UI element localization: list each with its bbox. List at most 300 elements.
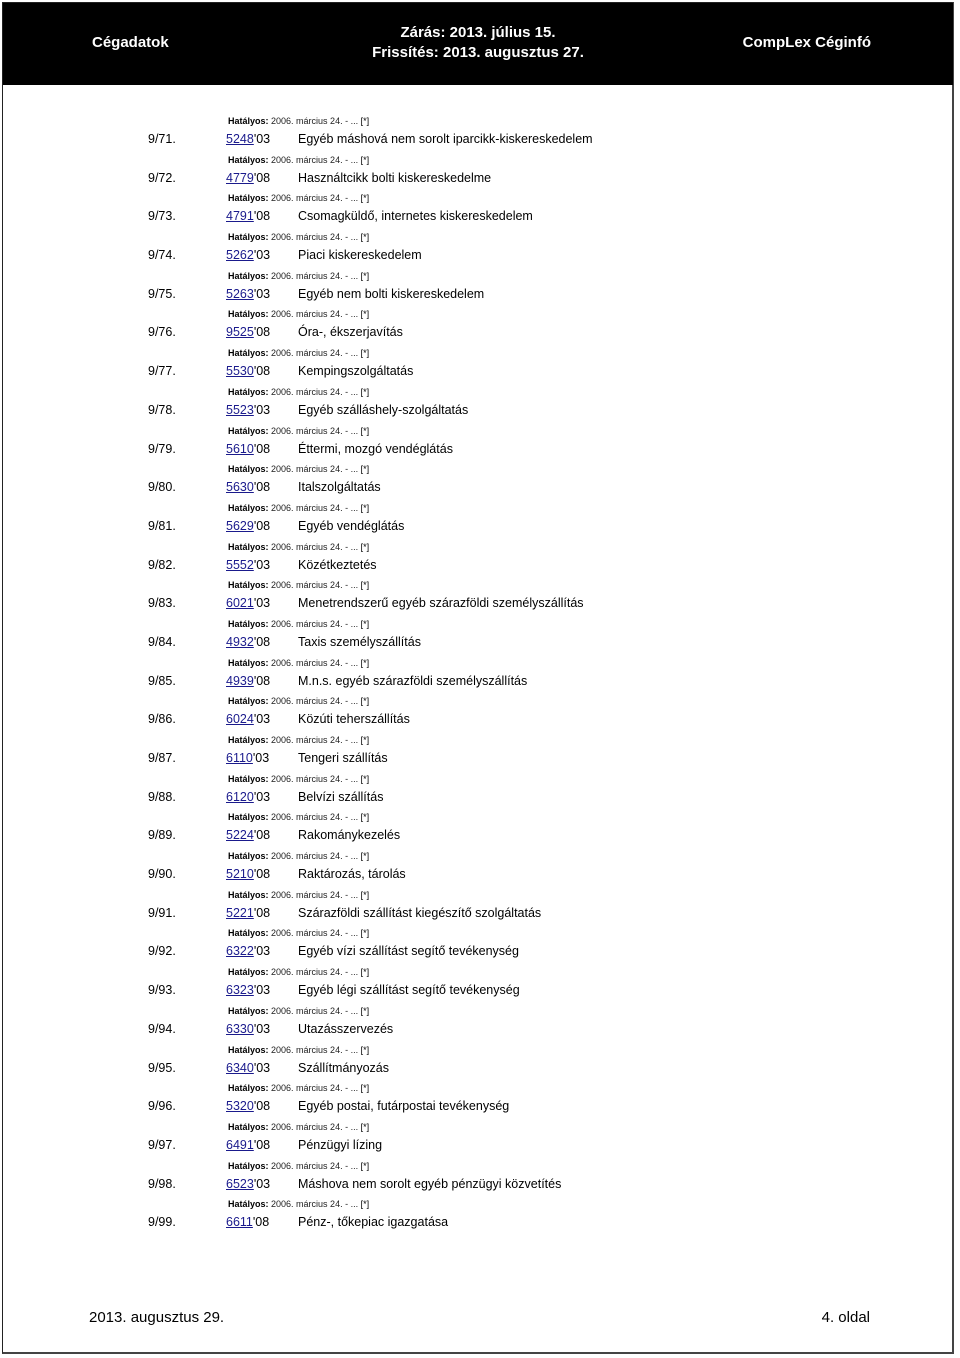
activity-code-link[interactable]: 5262 [226,248,254,263]
validity-label: Hatályos: [228,1044,269,1055]
validity-marker[interactable]: [*] [360,1083,370,1094]
activity-code-suffix: '03 [253,983,271,998]
activity-code-suffix: '08 [253,325,271,340]
activity-code-suffix: '08 [253,905,271,920]
activity-code-link[interactable]: 5224 [226,828,254,843]
activity-number: 9/77. [148,364,176,379]
activity-code-suffix: '03 [253,1176,271,1191]
activity-description: Közúti teherszállítás [298,712,410,727]
activity-row [0,477,960,497]
validity-line [228,1160,369,1172]
validity-line [228,734,369,746]
validity-line [228,927,369,939]
activity-row [0,168,960,188]
validity-marker[interactable]: [*] [360,425,370,436]
list-item [0,618,960,657]
activity-number: 9/96. [148,1099,176,1114]
activity-code-suffix: '08 [253,170,271,185]
activity-code-link[interactable]: 6120 [226,789,254,804]
activity-code-suffix: '08 [253,209,271,224]
activity-number: 9/95. [148,1060,176,1075]
validity-line [228,541,369,553]
activity-row [0,439,960,459]
list-item [0,386,960,425]
activity-description: Egyéb légi szállítást segítő tevékenység [298,983,520,998]
activity-code [226,1096,270,1116]
validity-line [228,1198,369,1210]
header-left-title: Cégadatok [92,34,169,51]
validity-line [228,1082,369,1094]
validity-marker[interactable]: [*] [360,1005,370,1016]
activity-description: Belvízi szállítás [298,789,384,804]
activity-code-link[interactable]: 4791 [226,209,254,224]
validity-marker[interactable]: [*] [360,967,370,978]
activity-row [0,709,960,729]
activity-description: Raktározás, tárolás [298,867,406,882]
activity-description: Taxis személyszállítás [298,634,421,649]
activity-row [0,1019,960,1039]
validity-date: 2006. március 24. - ... [271,502,359,513]
validity-label: Hatályos: [228,116,269,126]
validity-label: Hatályos: [228,773,269,784]
validity-label: Hatályos: [228,154,269,165]
activity-number: 9/75. [148,286,176,301]
activity-code-suffix: '08 [253,867,271,882]
validity-line [228,231,369,243]
activity-number: 9/74. [148,248,176,263]
validity-marker[interactable]: [*] [360,154,370,165]
activity-number: 9/92. [148,944,176,959]
activity-row [0,980,960,1000]
activity-code-link[interactable]: 6024 [226,712,254,727]
activity-code-link[interactable]: 4939 [226,673,254,688]
activity-code-link[interactable]: 5530 [226,364,254,379]
activity-code-link[interactable]: 6110 [226,751,253,765]
validity-label: Hatályos: [228,1083,269,1094]
validity-date: 2006. március 24. - ... [271,889,359,900]
activity-code-suffix: '08 [253,364,271,379]
validity-date: 2006. március 24. - ... [271,386,359,397]
validity-date: 2006. március 24. - ... [271,1160,359,1171]
activity-code-suffix: '08 [253,828,271,843]
validity-line [228,1044,369,1056]
activity-code-suffix: '03 [253,712,271,727]
activity-number: 9/78. [148,402,176,417]
activity-code-link[interactable]: 4932 [226,634,254,649]
validity-marker[interactable]: [*] [360,502,370,513]
activity-code [226,206,270,226]
validity-date: 2006. március 24. - ... [271,1199,359,1210]
validity-label: Hatályos: [228,657,269,668]
activity-description: Menetrendszerű egyéb szárazföldi személyszállítás [298,596,584,611]
activity-row [0,555,960,575]
list-item [0,927,960,966]
activity-code-link[interactable]: 5263 [226,286,254,301]
activity-code [226,825,270,845]
validity-label: Hatályos: [228,232,269,243]
validity-line [228,811,369,823]
activity-description: Közétkeztetés [298,557,377,572]
activity-row [0,1058,960,1078]
validity-date: 2006. március 24. - ... [271,116,359,126]
validity-line [228,154,369,166]
activity-row [0,632,960,652]
activity-code-link[interactable]: 6330 [226,1021,254,1036]
validity-date: 2006. március 24. - ... [271,657,359,668]
list-item [0,1121,960,1160]
validity-marker[interactable]: [*] [360,812,370,823]
activity-row [0,129,960,149]
validity-marker[interactable]: [*] [360,232,370,243]
activity-number: 9/72. [148,170,176,185]
list-item [0,192,960,231]
activity-code-suffix: '03 [253,248,271,263]
activity-number: 9/88. [148,789,176,804]
activity-code-suffix: '08 [252,1215,270,1230]
activity-code-link[interactable]: 5248 [226,132,254,146]
activity-row [0,361,960,381]
list-item [0,579,960,618]
activity-description: Pénzügyi lízing [298,1137,383,1152]
activity-row [0,284,960,304]
activity-code [226,903,270,923]
validity-line [228,115,369,127]
activity-number: 9/93. [148,983,176,998]
list-item [0,1005,960,1044]
activity-number: 9/83. [148,596,176,611]
activity-code-link[interactable]: 6611 [226,1215,253,1230]
activity-code-suffix: '08 [253,1137,271,1152]
activity-description: Egyéb szálláshely-szolgáltatás [298,402,469,417]
activity-number: 9/76. [148,325,176,340]
activity-code [226,1135,270,1155]
list-item [0,231,960,270]
activity-code-suffix: '03 [253,596,271,611]
validity-marker[interactable]: [*] [360,1044,370,1055]
activity-description: Éttermi, mozgó vendéglátás [298,441,453,456]
validity-line [228,773,369,785]
validity-label: Hatályos: [228,309,269,320]
validity-label: Hatályos: [228,967,269,978]
validity-date: 2006. március 24. - ... [271,851,359,862]
validity-label: Hatályos: [228,541,269,552]
activity-description: Italszolgáltatás [298,480,381,495]
activity-code [226,787,270,807]
validity-date: 2006. március 24. - ... [271,735,359,745]
validity-marker[interactable]: [*] [360,309,370,320]
page-header [3,3,953,85]
activity-code [226,1174,270,1194]
validity-marker[interactable]: [*] [360,386,370,397]
activity-code-link[interactable]: 5320 [226,1099,254,1114]
validity-marker[interactable]: [*] [360,851,370,862]
validity-date: 2006. március 24. - ... [271,425,359,436]
activity-number: 9/98. [148,1176,176,1191]
validity-marker[interactable]: [*] [360,1121,370,1132]
validity-date: 2006. március 24. - ... [271,580,359,591]
activity-number: 9/81. [148,518,176,533]
validity-label: Hatályos: [228,1005,269,1016]
activity-code-suffix: '03 [253,1021,271,1036]
validity-date: 2006. március 24. - ... [271,348,359,359]
validity-label: Hatályos: [228,464,269,475]
validity-date: 2006. március 24. - ... [271,464,359,475]
activity-code [226,864,270,884]
activity-code-suffix: '03 [253,402,271,417]
validity-date: 2006. március 24. - ... [271,1005,359,1016]
activity-number: 9/79. [148,441,176,456]
activity-code [226,748,269,768]
activity-description: Tengeri szállítás [298,751,388,765]
activity-description: Pénz-, tőkepiac igazgatása [298,1215,449,1230]
validity-marker[interactable]: [*] [360,696,370,707]
validity-label: Hatályos: [228,580,269,591]
activity-code [226,400,270,420]
activity-code-link[interactable]: 9525 [226,325,254,340]
activity-number: 9/82. [148,557,176,572]
validity-line [228,966,369,978]
activity-code-suffix: '08 [253,441,271,456]
validity-date: 2006. március 24. - ... [271,154,359,165]
validity-marker[interactable]: [*] [360,1199,370,1210]
validity-marker[interactable]: [*] [360,889,370,900]
validity-date: 2006. március 24. - ... [271,618,359,629]
activity-row [0,864,960,884]
validity-line [228,425,369,437]
activity-description: Máshova nem sorolt egyéb pénzügyi közvetítés [298,1176,562,1191]
activity-code-link[interactable]: 6322 [226,944,254,959]
list-item [0,1160,960,1199]
activity-description: Csomagküldő, internetes kiskereskedelem [298,209,533,224]
validity-label: Hatályos: [228,270,269,281]
activity-code [226,477,270,497]
validity-marker[interactable]: [*] [360,541,370,552]
validity-marker[interactable]: [*] [360,773,370,784]
validity-line [228,463,369,475]
validity-date: 2006. március 24. - ... [271,270,359,281]
validity-line [228,850,369,862]
validity-line [228,657,369,669]
list-item [0,154,960,193]
activity-description: Szárazföldi szállítást kiegészítő szolgáltatás [298,905,542,920]
validity-date: 2006. március 24. - ... [271,232,359,243]
activity-code-suffix: '08 [253,1099,271,1114]
activity-code-suffix: '03 [252,751,270,765]
list-item [0,347,960,386]
validity-line [228,618,369,630]
validity-line [228,695,369,707]
list-item [0,1082,960,1121]
activity-description: Piaci kiskereskedelem [298,248,422,263]
activity-code [226,361,270,381]
activity-code-suffix: '03 [253,557,271,572]
header-closing-date: Zárás: 2013. július 15. [400,24,556,41]
header-right-title: CompLex Céginfó [742,34,871,51]
activity-code-link[interactable]: 5210 [226,867,254,882]
validity-line [228,308,369,320]
list-item [0,734,960,773]
activity-code-suffix: '08 [253,518,271,533]
validity-date: 2006. március 24. - ... [271,773,359,784]
activity-code-suffix: '08 [253,634,271,649]
activity-description: M.n.s. egyéb szárazföldi személyszállítás [298,673,528,688]
list-item [0,657,960,696]
list-item [0,695,960,734]
activity-code [226,284,270,304]
validity-marker[interactable]: [*] [360,116,370,126]
validity-label: Hatályos: [228,928,269,939]
list-item [0,889,960,928]
activity-code [226,593,270,613]
activity-code-link[interactable]: 6021 [226,596,254,611]
validity-marker[interactable]: [*] [360,193,370,204]
validity-line [228,889,369,901]
validity-label: Hatályos: [228,696,269,707]
activity-code [226,1058,270,1078]
list-item [0,425,960,464]
activity-number: 9/91. [148,905,176,920]
validity-marker[interactable]: [*] [360,618,370,629]
validity-label: Hatályos: [228,425,269,436]
activity-row [0,1174,960,1194]
validity-date: 2006. március 24. - ... [271,309,359,320]
activity-code [226,1212,269,1232]
activity-description: Szállítmányozás [298,1060,390,1075]
activity-code-suffix: '08 [253,480,271,495]
validity-label: Hatályos: [228,889,269,900]
activity-number: 9/89. [148,828,176,843]
validity-label: Hatályos: [228,735,269,745]
validity-date: 2006. március 24. - ... [271,928,359,939]
footer-date: 2013. augusztus 29. [89,1309,225,1326]
validity-label: Hatályos: [228,618,269,629]
activity-code-link[interactable]: 4779 [226,170,254,185]
activity-row [0,748,960,768]
activity-row [0,206,960,226]
validity-date: 2006. március 24. - ... [271,193,359,204]
validity-marker[interactable]: [*] [360,580,370,591]
header-refresh-date: Frissítés: 2013. augusztus 27. [372,44,584,61]
list-item [0,1044,960,1083]
validity-label: Hatályos: [228,1160,269,1171]
activity-row [0,941,960,961]
activity-code-link[interactable]: 6340 [226,1060,254,1075]
activity-code-link[interactable]: 5610 [226,441,254,456]
activity-list [0,115,960,1237]
activity-code [226,555,270,575]
activity-code-link[interactable]: 5523 [226,402,254,417]
list-item [0,811,960,850]
activity-number: 9/80. [148,480,176,495]
footer-page-number: 4. oldal [821,1309,870,1326]
activity-code-link[interactable]: 5221 [226,905,254,920]
activity-code-link[interactable]: 6323 [226,983,254,998]
activity-code [226,439,270,459]
validity-date: 2006. március 24. - ... [271,1083,359,1094]
activity-code-link[interactable]: 6491 [226,1137,254,1152]
activity-code [226,129,270,149]
activity-code [226,245,270,265]
list-item [0,1198,960,1237]
activity-row [0,1135,960,1155]
validity-label: Hatályos: [228,1121,269,1132]
list-item [0,115,960,154]
validity-date: 2006. március 24. - ... [271,1121,359,1132]
validity-label: Hatályos: [228,1199,269,1210]
validity-line [228,347,369,359]
list-item [0,773,960,812]
activity-description: Óra-, ékszerjavítás [298,325,403,340]
activity-number: 9/71. [148,132,176,146]
validity-line [228,270,369,282]
activity-row [0,593,960,613]
activity-row [0,1212,960,1232]
list-item [0,502,960,541]
validity-marker[interactable]: [*] [360,464,370,475]
activity-row [0,903,960,923]
validity-date: 2006. március 24. - ... [271,967,359,978]
activity-number: 9/97. [148,1137,176,1152]
validity-marker[interactable]: [*] [360,348,370,359]
activity-code-suffix: '08 [253,673,271,688]
validity-label: Hatályos: [228,386,269,397]
list-item [0,308,960,347]
validity-marker[interactable]: [*] [360,657,370,668]
activity-description: Egyéb máshová nem sorolt iparcikk-kiskereskedelem [298,132,593,146]
validity-marker[interactable]: [*] [360,1160,370,1171]
activity-code-suffix: '03 [253,1060,271,1075]
activity-code-suffix: '03 [253,132,271,146]
activity-code [226,632,270,652]
validity-line [228,386,369,398]
activity-description: Használtcikk bolti kiskereskedelme [298,170,492,185]
activity-code [226,1019,270,1039]
validity-marker[interactable]: [*] [360,270,370,281]
activity-row [0,322,960,342]
list-item [0,463,960,502]
activity-description: Rakománykezelés [298,828,401,843]
validity-marker[interactable]: [*] [360,928,370,939]
activity-number: 9/73. [148,209,176,224]
activity-number: 9/87. [148,751,176,765]
activity-code-suffix: '03 [253,789,271,804]
list-item [0,270,960,309]
validity-line [228,1005,369,1017]
activity-description: Egyéb postai, futárpostai tevékenység [298,1099,510,1114]
activity-row [0,400,960,420]
activity-number: 9/84. [148,634,176,649]
validity-line [228,192,369,204]
validity-line [228,502,369,514]
activity-number: 9/99. [148,1215,176,1230]
activity-code-link[interactable]: 6523 [226,1176,254,1191]
activity-number: 9/90. [148,867,176,882]
activity-row [0,1096,960,1116]
validity-label: Hatályos: [228,502,269,513]
activity-number: 9/85. [148,673,176,688]
activity-code-link[interactable]: 5629 [226,518,254,533]
activity-row [0,825,960,845]
activity-code-link[interactable]: 5552 [226,557,254,572]
activity-code [226,168,270,188]
activity-number: 9/86. [148,712,176,727]
activity-code-link[interactable]: 5630 [226,480,254,495]
validity-label: Hatályos: [228,348,269,359]
activity-description: Egyéb vendéglátás [298,518,405,533]
activity-row [0,787,960,807]
activity-description: Utazásszervezés [298,1021,394,1036]
validity-marker[interactable]: [*] [360,735,370,745]
